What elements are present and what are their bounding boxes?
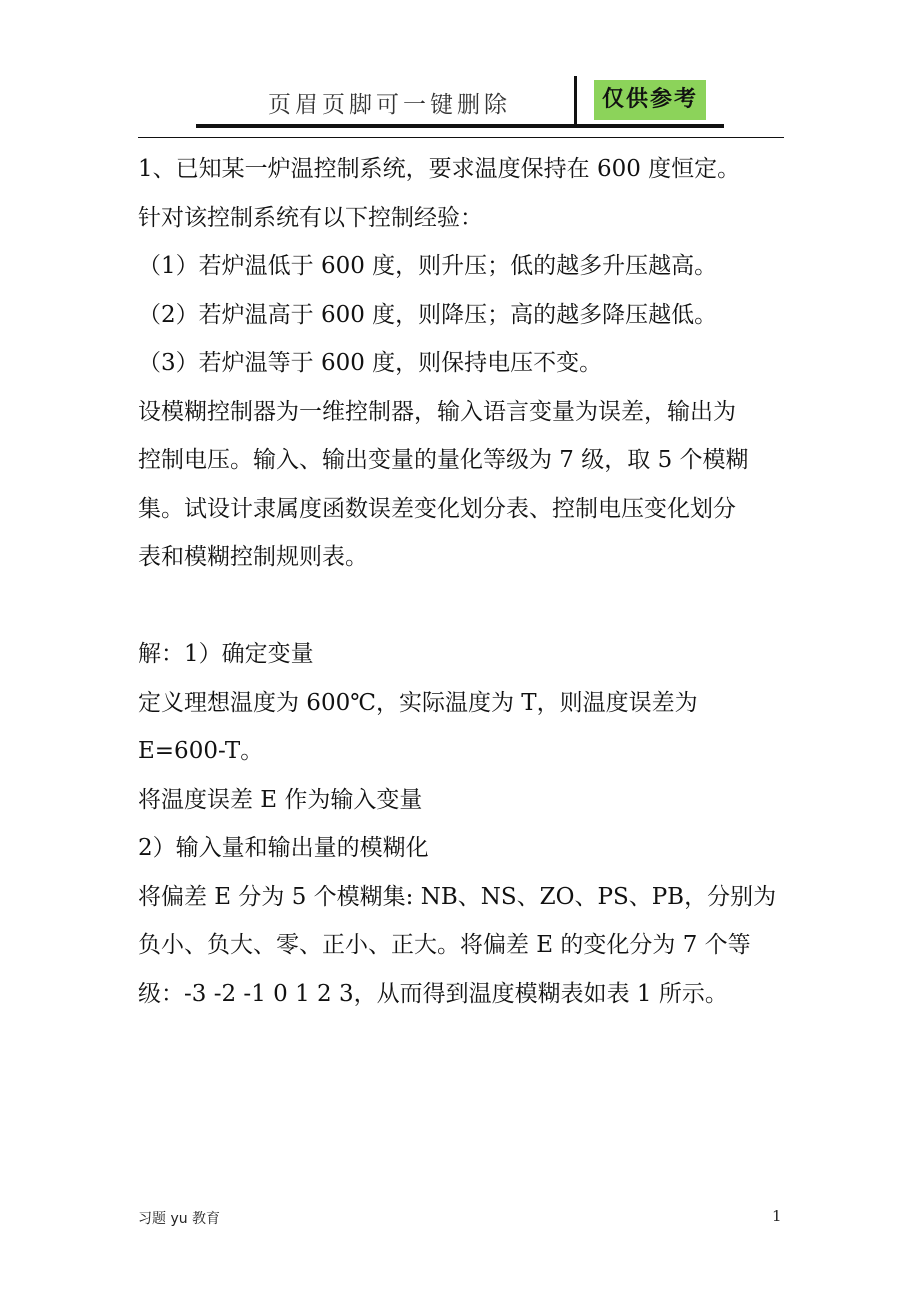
problem-line: （2）若炉温高于 600 度，则降压；高的越多降压越低。 [138, 301, 718, 328]
problem-line: 集。试设计隶属度函数误差变化划分表、控制电压变化划分 [138, 495, 736, 522]
header-underline [196, 124, 724, 128]
solution-line: 负小、负大、零、正小、正大。将偏差 E 的变化分为 7 个等 [138, 932, 751, 958]
header-banner [196, 76, 724, 128]
footer-text: 习题 yu 教育 [138, 1211, 221, 1227]
solution-line: E=600-T。 [138, 738, 264, 764]
header-divider [574, 76, 577, 124]
solution-line: 将温度误差 E 作为输入变量 [138, 786, 423, 813]
solution-line: 级：-3 -2 -1 0 1 2 3，从而得到温度模糊表如表 1 所示。 [138, 980, 728, 1007]
solution-line: 定义理想温度为 600℃，实际温度为 T，则温度误差为 [138, 689, 698, 716]
problem-line: 控制电压。输入、输出变量的量化等级为 7 级，取 5 个模糊 [138, 447, 749, 473]
reference-only-tag: 仅供参考 [594, 80, 706, 120]
solution-line: 解：1）确定变量 [138, 641, 314, 667]
problem-line: 设模糊控制器为一维控制器，输入语言变量为误差，输出为 [138, 398, 736, 425]
solution-line: 将偏差 E 分为 5 个模糊集: NB、NS、ZO、PS、PB，分别为 [138, 883, 777, 910]
document-body [138, 145, 784, 1018]
problem-line: （1）若炉温低于 600 度，则升压；低的越多升压越高。 [138, 253, 718, 279]
page-number: 1 [772, 1207, 782, 1225]
blank-line [138, 582, 784, 631]
problem-line: （3）若炉温等于 600 度，则保持电压不变。 [138, 350, 603, 376]
problem-line: 表和模糊控制规则表。 [138, 544, 368, 570]
header-rule [138, 137, 784, 138]
problem-line: 1、已知某一炉温控制系统，要求温度保持在 600 度恒定。 [138, 156, 741, 182]
solution-line: 2）输入量和输出量的模糊化 [138, 835, 429, 861]
problem-line: 针对该控制系统有以下控制经验： [138, 204, 483, 231]
header-banner-text: 页眉页脚可一键删除 [268, 92, 511, 118]
